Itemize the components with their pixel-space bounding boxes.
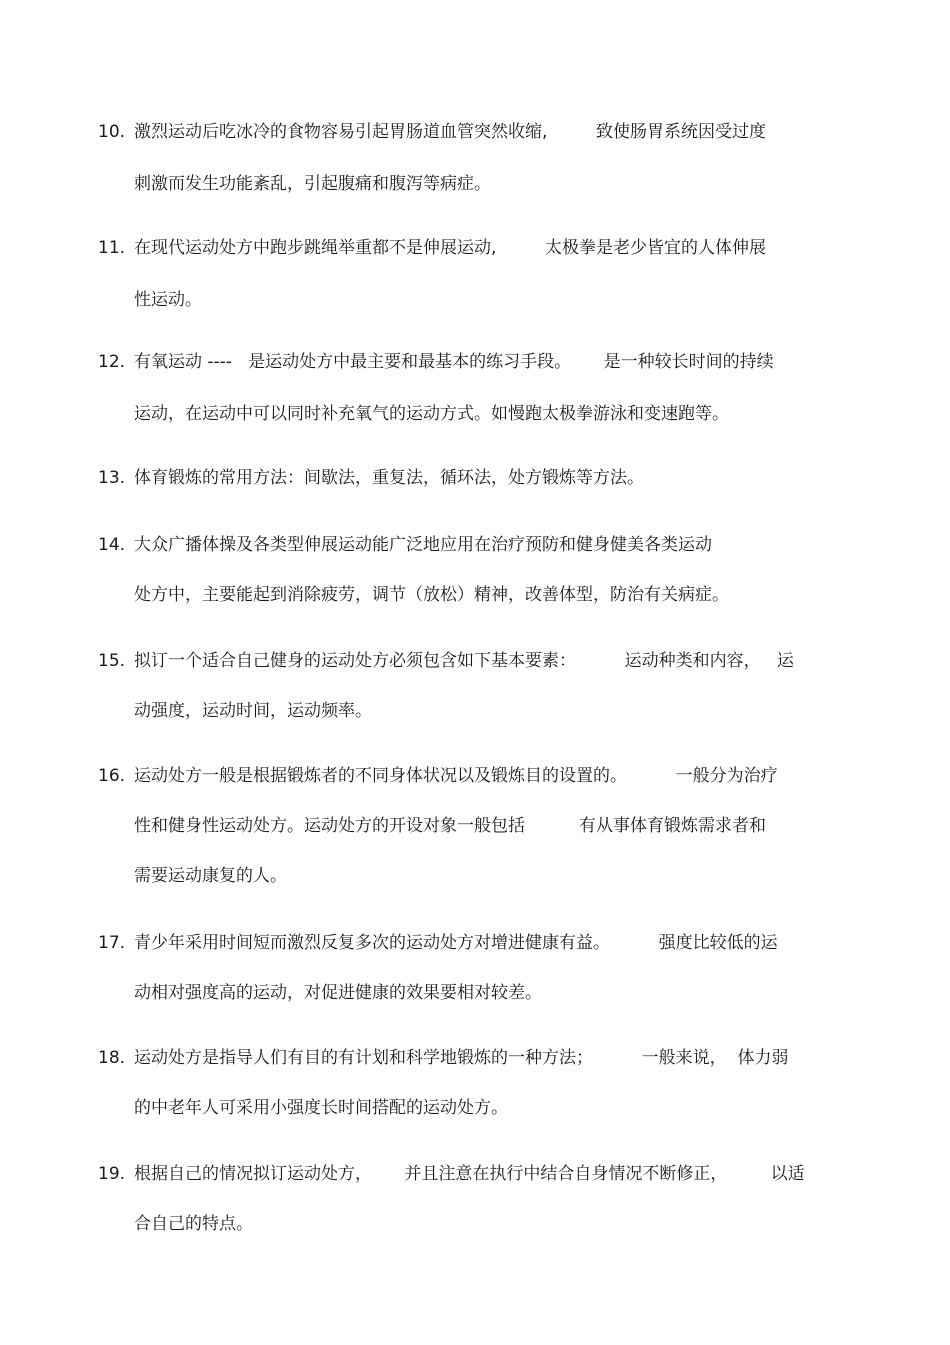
item-number: 15. [98, 651, 126, 671]
item-text-line: 性和健身性运动处方。运动处方的开设对象一般包括 有从事体育锻炼需求者和 [134, 816, 767, 836]
item-number: 11. [98, 238, 126, 258]
item-text-line: 需要运动康复的人。 [134, 866, 287, 886]
item-text-line: 在现代运动处方中跑步跳绳举重都不是伸展运动, 太极拳是老少皆宜的人体伸展 [134, 238, 767, 258]
item-number: 12. [98, 352, 126, 372]
item-text-line: 拟订一个适合自己健身的运动处方必须包含如下基本要素： 运动种类和内容， 运 [134, 651, 794, 671]
item-number: 18. [98, 1048, 126, 1068]
item-text-line: 激烈运动后吃冰冷的食物容易引起胃肠道血管突然收缩, 致使肠胃系统因受过度 [134, 122, 767, 142]
item-text-line: 性运动。 [134, 290, 202, 310]
item-number: 17. [98, 933, 126, 953]
item-text-line: 运动处方一般是根据锻炼者的不同身体状况以及锻炼目的设置的。 一般分为治疗 [134, 766, 778, 786]
item-text-line: 处方中，主要能起到消除疲劳，调节（放松）精神，改善体型，防治有关病症。 [134, 585, 729, 605]
item-text-line: 体育锻炼的常用方法：间歇法，重复法，循环法，处方锻炼等方法。 [134, 468, 644, 488]
item-text-line: 青少年采用时间短而激烈反复多次的运动处方对增进健康有益。 强度比较低的运 [134, 933, 778, 953]
item-text-line: 动相对强度高的运动，对促进健康的效果要相对较差。 [134, 983, 542, 1003]
item-text-line: 运动，在运动中可以同时补充氧气的运动方式。如慢跑太极拳游泳和变速跑等。 [134, 404, 729, 424]
item-text-line: 刺激而发生功能紊乱，引起腹痛和腹泻等病症。 [134, 174, 491, 194]
item-text-line: 大众广播体操及各类型伸展运动能广泛地应用在治疗预防和健身健美各类运动 [134, 535, 712, 555]
item-number: 10. [98, 122, 126, 142]
item-number: 16. [98, 766, 126, 786]
item-text-line: 有氧运动 ---- 是运动处方中最主要和最基本的练习手段。 是一种较长时间的持续 [134, 352, 774, 372]
item-text-line: 动强度，运动时间，运动频率。 [134, 701, 372, 721]
item-text-line: 运动处方是指导人们有目的有计划和科学地锻炼的一种方法； 一般来说， 体力弱 [134, 1048, 789, 1068]
item-number: 13. [98, 468, 126, 488]
item-text-line: 的中老年人可采用小强度长时间搭配的运动处方。 [134, 1098, 508, 1118]
item-number: 14. [98, 535, 126, 555]
item-number: 19. [98, 1164, 126, 1184]
item-text-line: 根据自己的情况拟订运动处方， 并且注意在执行中结合自身情况不断修正， 以适 [134, 1164, 805, 1184]
item-text-line: 合自己的特点。 [134, 1214, 253, 1234]
